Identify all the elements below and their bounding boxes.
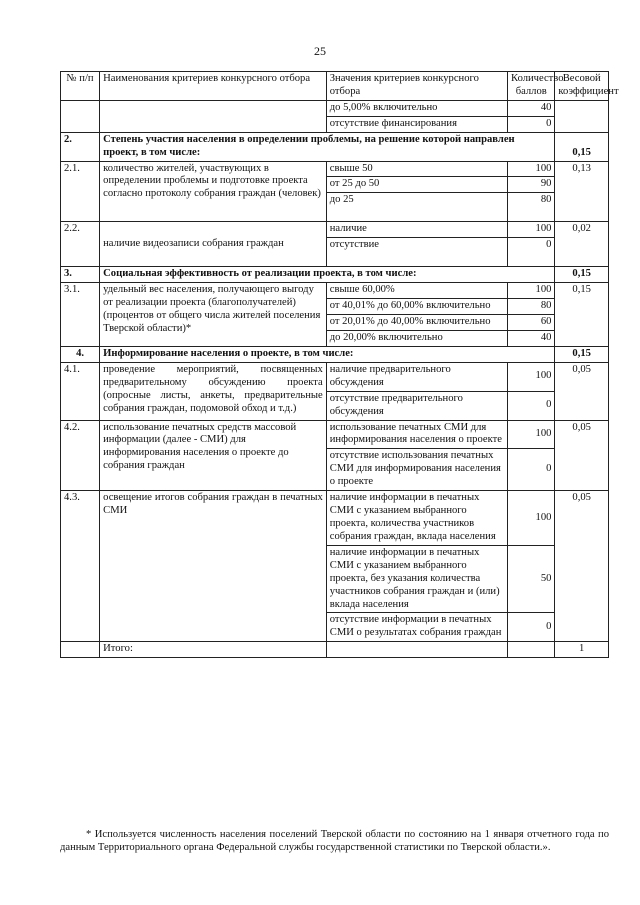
page-number: 25 (314, 44, 326, 58)
section-title: Социальная эффективность от реализации проекта, в том числе: (100, 267, 555, 283)
points-value: 100 (508, 362, 555, 391)
section-number: 4. (61, 346, 100, 362)
points-value: 80 (508, 193, 555, 222)
weight-coefficient: 0,05 (555, 491, 609, 642)
criteria-value: от 40,01% до 60,00% включительно (326, 299, 507, 315)
criteria-value: отсутствие (326, 238, 507, 267)
criteria-name: проведение мероприятий, посвященных предварительному обсуждению проекта (опросные листы, анкеты, предварительные собрания граждан, подомовой обход и т.д.) (100, 362, 327, 420)
points-value: 40 (508, 330, 555, 346)
points-value: 50 (508, 545, 555, 613)
points-value (508, 642, 555, 658)
criteria-value: наличие информации в печатных СМИ с указанием выбранного проекта, количества участников собрания граждан, вклада населения (326, 491, 507, 546)
criteria-value: отсутствие финансирования (326, 116, 507, 132)
header-weight-coefficient: Весовой коэффициент (555, 72, 609, 101)
row-number (61, 642, 100, 658)
header-number: № п/п (61, 72, 100, 101)
table-row (61, 420, 609, 449)
criteria-value: до 20,00% включительно (326, 330, 507, 346)
points-value: 0 (508, 613, 555, 642)
table-row (61, 222, 609, 238)
row-number: 4.1. (61, 362, 100, 420)
section-number: 2. (61, 132, 100, 161)
total-row (61, 642, 609, 658)
points-value: 100 (508, 283, 555, 299)
table-row (61, 100, 609, 116)
criteria-value: использование печатных СМИ для информирования населения о проекте (326, 420, 507, 449)
criteria-value: свыше 60,00% (326, 283, 507, 299)
row-number (61, 100, 100, 132)
total-coefficient: 1 (555, 642, 609, 658)
section-coefficient: 0,15 (555, 132, 609, 161)
section-title: Степень участия населения в определении проблемы, на решение которой направлен проект, в том числе: (100, 132, 555, 161)
row-number: 4.2. (61, 420, 100, 491)
section-row (61, 346, 609, 362)
section-row (61, 132, 609, 161)
section-coefficient: 0,15 (555, 267, 609, 283)
points-value: 0 (508, 391, 555, 420)
criteria-name (100, 100, 327, 132)
weight-coefficient: 0,15 (555, 283, 609, 347)
criteria-name: освещение итогов собрания граждан в печатных СМИ (100, 491, 327, 642)
header-criteria-values: Значения критериев конкурсного отбора (326, 72, 507, 101)
total-label: Итого: (100, 642, 327, 658)
section-coefficient: 0,15 (555, 346, 609, 362)
criteria-value: отсутствие использования печатных СМИ для информирования населения о проекте (326, 449, 507, 491)
points-value: 100 (508, 222, 555, 238)
weight-coefficient: 0,02 (555, 222, 609, 267)
header-criteria-name: Наименования критериев конкурсного отбора (100, 72, 327, 101)
points-value: 0 (508, 116, 555, 132)
header-points: Количество баллов (508, 72, 555, 101)
weight-coefficient: 0,05 (555, 420, 609, 491)
points-value: 100 (508, 420, 555, 449)
points-value: 100 (508, 491, 555, 546)
criteria-value: отсутствие предварительного обсуждения (326, 391, 507, 420)
criteria-value: наличие предварительного обсуждения (326, 362, 507, 391)
criteria-value: наличие информации в печатных СМИ с указанием выбранного проекта, без указания количества участников собрания граждан и (или) вклада населения (326, 545, 507, 613)
weight-coefficient: 0,05 (555, 362, 609, 420)
row-number: 2.2. (61, 222, 100, 267)
points-value: 90 (508, 177, 555, 193)
criteria-value: от 20,01% до 40,00% включительно (326, 315, 507, 331)
criteria-value: свыше 50 (326, 161, 507, 177)
criteria-name: количество жителей, участвующих в определении проблемы и подготовке проекта согласно протоколу собрания граждан (человек) (100, 161, 327, 222)
points-value: 60 (508, 315, 555, 331)
table-row (61, 491, 609, 546)
row-number: 4.3. (61, 491, 100, 642)
criteria-table (60, 71, 619, 658)
criteria-value (326, 642, 507, 658)
row-number: 3.1. (61, 283, 100, 347)
footnote: * Используется численность населения поселений Тверской области по состоянию на 1 января отчетного года по данным Территориального органа Федеральной службы государственной статистики по Тверской области.». (60, 829, 609, 854)
criteria-value: наличие (326, 222, 507, 238)
table-header-row (61, 72, 609, 101)
table-row (61, 362, 609, 391)
points-value: 0 (508, 449, 555, 491)
weight-coefficient (555, 100, 609, 132)
criteria-value: до 5,00% включительно (326, 100, 507, 116)
criteria-value: до 25 (326, 193, 507, 222)
criteria-value: отсутствие информации в печатных СМИ о результатах собрания граждан (326, 613, 507, 642)
points-value: 40 (508, 100, 555, 116)
criteria-value: от 25 до 50 (326, 177, 507, 193)
table-row (61, 283, 609, 299)
row-number: 2.1. (61, 161, 100, 222)
section-number: 3. (61, 267, 100, 283)
criteria-name: удельный вес населения, получающего выгоду от реализации проекта (благополучателей) (процентов от общего числа жителей поселения Тверской области)* (100, 283, 327, 347)
weight-coefficient: 0,13 (555, 161, 609, 222)
section-title: Информирование населения о проекте, в том числе: (100, 346, 555, 362)
section-row (61, 267, 609, 283)
criteria-name: использование печатных средств массовой информации (далее - СМИ) для информирования населения о проекте до собрания граждан (100, 420, 327, 491)
table-row (61, 161, 609, 177)
points-value: 100 (508, 161, 555, 177)
criteria-name: наличие видеозаписи собрания граждан (100, 222, 327, 267)
points-value: 0 (508, 238, 555, 267)
points-value: 80 (508, 299, 555, 315)
